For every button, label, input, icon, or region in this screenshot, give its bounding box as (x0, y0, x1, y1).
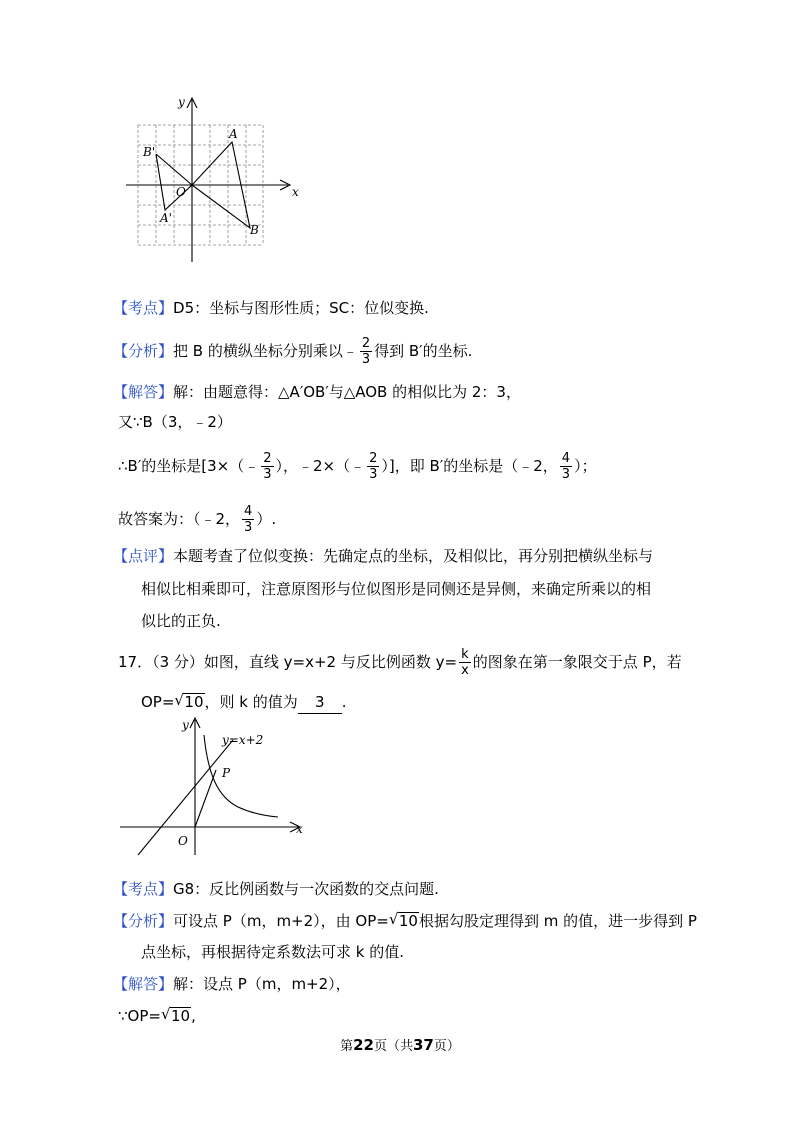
kaodian-text: G8：反比例函数与一次函数的交点问题. (173, 880, 439, 898)
kaodian-tag: 【考点】 (113, 880, 174, 898)
footer-pre: 第 (340, 1039, 354, 1054)
stem-pre: 17．（3 分）如图，直线 y=x+2 与反比例函数 y= (118, 653, 458, 671)
radicand: 10 (184, 693, 204, 711)
sqrt-10 (161, 1005, 191, 1027)
answer-pre: 故答案为：（﹣2， (118, 510, 241, 528)
q16-line3 (118, 452, 597, 481)
op-post: ，则 k 的值为 (204, 693, 298, 711)
line3-b: ），﹣2×（﹣ (275, 457, 366, 475)
y-axis-label: y (182, 718, 189, 732)
fraction-2-3 (367, 452, 379, 481)
stem-post: 的图象在第一象限交于点 P，若 (472, 653, 682, 671)
origin-label: O (178, 834, 188, 848)
q16-dianping-1 (113, 545, 653, 567)
kaodian-text: D5：坐标与图形性质；SC：位似变换. (173, 299, 429, 317)
sqrt-10 (389, 910, 419, 932)
fraction-4-3 (242, 505, 254, 534)
q17-last-line (118, 1005, 196, 1027)
fraction-k-x (459, 648, 471, 677)
frac-den: 3 (244, 520, 253, 535)
dianping-tag: 【点评】 (113, 547, 174, 565)
q17-stem (118, 648, 682, 677)
q17-fenxi-2: 点坐标，再根据待定系数法可求 k 的值. (141, 943, 404, 961)
last-post: , (191, 1007, 196, 1025)
point-b-prime-label: B' (143, 145, 156, 159)
line-equation-label: y=x+2 (222, 733, 264, 747)
footer-mid: 页（共 (373, 1039, 413, 1054)
fenxi-tag: 【分析】 (113, 342, 174, 360)
answer-end: . (341, 693, 347, 711)
fenxi-tag: 【分析】 (113, 912, 174, 930)
frac-num: 2 (263, 451, 272, 466)
radicand: 10 (170, 1007, 191, 1025)
q17-jieda (113, 973, 351, 995)
q17-fenxi (113, 910, 697, 932)
jieda-tag: 【解答】 (113, 383, 174, 401)
q16-line2: 又∵B（3，﹣2） (118, 413, 232, 431)
point-b-label: B (250, 223, 259, 237)
frac-num: 2 (361, 336, 371, 351)
fenxi-pre: 把 B 的横纵坐标分别乘以﹣ (173, 342, 358, 360)
jieda-text: 解：设点 P（m，m+2）， (173, 975, 351, 993)
q16-jieda (113, 381, 521, 403)
sqrt-10 (174, 691, 204, 713)
footer-post: 页） (433, 1039, 460, 1054)
fraction-2-3 (261, 452, 273, 481)
point-a-label: A (229, 127, 238, 141)
total-pages: 37 (413, 1036, 434, 1054)
frac-den: 3 (263, 467, 272, 482)
q16-kaodian (113, 297, 429, 319)
q16-dianping-2: 相似比相乘即可，注意原图形与位似图形是同侧还是异侧，来确定所乘以的相 (141, 580, 652, 598)
fenxi-post: 根据勾股定理得到 m 的值，进一步得到 P (418, 912, 697, 930)
q16-fenxi (113, 337, 472, 366)
point-p-label: P (222, 766, 231, 780)
jieda-tag: 【解答】 (113, 975, 174, 993)
line3-a: ∴B′的坐标是[3×（﹣ (118, 457, 260, 475)
frac-num: 4 (561, 451, 571, 466)
frac-den: 3 (361, 352, 371, 367)
kaodian-tag: 【考点】 (113, 299, 174, 317)
frac-den: 3 (369, 467, 378, 482)
figure-line-hyperbola (118, 715, 308, 855)
x-axis-label: x (292, 185, 299, 199)
frac-den: x (461, 663, 469, 678)
x-axis-label: x (296, 822, 303, 836)
q16-dianping-3: 似比的正负. (141, 612, 221, 630)
line3-d: ）； (574, 457, 597, 475)
answer-post: ）. (256, 510, 277, 528)
point-a-prime-label: A' (160, 211, 172, 225)
radical-icon: √ (388, 910, 399, 928)
frac-num: k (461, 647, 469, 662)
radical-icon: √ (174, 691, 184, 709)
jieda-text: 解：由题意得：△A′OB′与△AOB 的相似比为 2：3， (173, 383, 521, 401)
q17-op (141, 691, 347, 714)
fenxi-pre: 可设点 P（m，m+2），由 OP= (173, 912, 389, 930)
page-footer (0, 1035, 800, 1054)
frac-den: 3 (561, 467, 571, 482)
fraction-2-3 (360, 337, 372, 366)
dianping-l1: 本题考查了位似变换：先确定点的坐标，及相似比，再分别把横纵坐标与 (173, 547, 654, 565)
radicand: 10 (398, 912, 418, 930)
radical-icon: √ (160, 1005, 171, 1023)
frac-num: 4 (244, 504, 253, 519)
fenxi-post: 得到 B′的坐标. (374, 342, 473, 360)
y-axis-label: y (178, 95, 185, 109)
fraction-4-3 (560, 452, 572, 481)
last-pre: ∵OP= (118, 1007, 161, 1025)
line3-c: ）]，即 B′的坐标是（﹣2， (381, 457, 558, 475)
figure-similarity-grid (118, 92, 298, 267)
q17-kaodian (113, 878, 439, 900)
current-page: 22 (353, 1036, 374, 1054)
frac-num: 2 (369, 451, 378, 466)
origin-label: O (176, 185, 186, 199)
q16-answer (118, 505, 276, 534)
answer-blank: 3 (298, 691, 342, 714)
op-pre: OP= (141, 693, 175, 711)
